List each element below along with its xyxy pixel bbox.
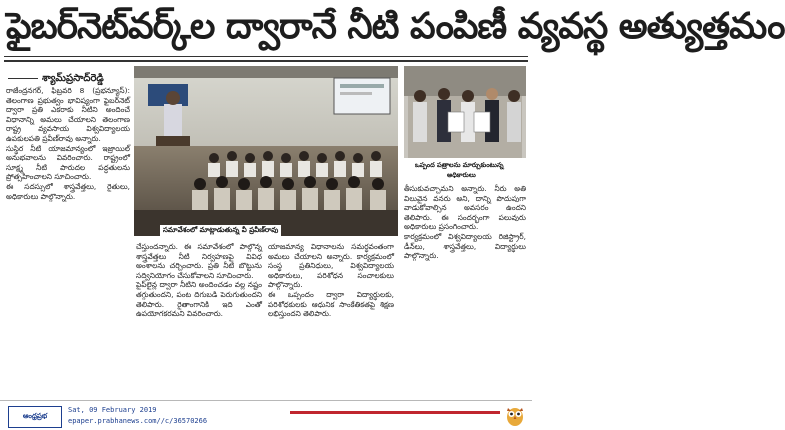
paragraph: ఈ ఒప్పందం ద్వారా విద్యార్థులకు, పరిశోధకులకు ఆధునిక సాంకేతికతపై శిక్షణ లభిస్తుందని తెలిపారు. xyxy=(268,289,394,319)
paragraph: ఈ సదస్సులో శాస్త్రవేత్తలు, రైతులు, అధికారులు పాల్గొన్నారు. xyxy=(6,181,130,201)
headline-rule-thick xyxy=(4,60,528,62)
paragraph: కార్యక్రమంలో విశ్వవిద్యాలయ రిజిస్ట్రార్, డీన్‌లు, శాస్త్రవేత్తలు, విద్యార్థులు పాల్గొన్నారు. xyxy=(404,231,526,261)
seminar-photo xyxy=(134,66,398,236)
byline: శ్యామ్‌ప్రసాద్‌రెడ్డి xyxy=(42,73,104,84)
paragraph: యాజమాన్య విధానాలను సమర్థవంతంగా అమలు చేయాలని అన్నారు. కార్యక్రమంలో సంస్థ ప్రతినిధులు, విశ్వవిద్యాలయ అధికారులు, పరిశోధన సంచాలకులు పాల్గొన్నారు. xyxy=(268,242,394,290)
owl-mascot-icon xyxy=(505,404,525,427)
paragraph: తీసుకువచ్చామని అన్నారు. నీరు అతి విలువైన వనరు అని, దాన్ని పొదుపుగా వాడుకోవాల్సిన అవసరం ఉందని తెలిపారు. ఈ సందర్భంగా పలువురు అధికారులు ప్రసంగించారు. xyxy=(404,184,526,232)
newspaper-logo: ఆంధ్రప్రభ xyxy=(8,406,62,428)
epaper-footer xyxy=(0,400,532,430)
right-photo-caption-2: అధికారులు xyxy=(444,170,479,182)
headline-rule xyxy=(4,56,528,57)
paragraph: చేస్తుందన్నారు. ఈ సమావేశంలో పాల్గొన్న శాస్త్రవేత్తలు నీటి నిర్వహణపై వివిధ అంశాలను చర్చించారు. ప్రతి నీటి బొట్టును సద్వినియోగం చేసుకోవాలని సూచించారు. xyxy=(136,242,262,280)
paragraph: రాజేంద్రనగర్, ఫిబ్రవరి 8 (ప్రభన్యూస్): తెలంగాణ ప్రభుత్వం భావిష్యంగా ఫైబర్‌నెట్‌ ద్వారా ప్రతి ఎకరాకు నీటిని అందించే విధానాన్ని అమలు చేయాలని తెలంగాణ రాష్ట్ర వ్యవసాయ విశ్వవిద్యాలయ ఉపకులపతి ప్రవీణ్‌రావు అన్నారు. xyxy=(6,86,130,143)
text-column-1 xyxy=(6,86,130,398)
text-column-2 xyxy=(136,242,262,398)
right-photo-caption-1: ఒప్పంద పత్రాలను మార్చుకుంటున్న xyxy=(412,160,507,172)
paragraph: పైప్‌లైన్ల ద్వారా నీటిని అందించడం వల్ల నష్టం తగ్గుతుందని, పంట దిగుబడి పెరుగుతుందని తెలిపారు. రైతాంగానికి ఇది ఎంతో ఉపయోగకరమని వివరించారు. xyxy=(136,280,262,319)
mou-photo xyxy=(404,66,526,158)
footer-accent-bar xyxy=(290,411,500,414)
edition-date: Sat, 09 February 2019 xyxy=(68,406,157,414)
paragraph: సుస్థిర నీటి యాజమాన్యంలో ఇజ్రాయిల్‌ అనుభవాలను వివరించారు. రాష్ట్రంలో సూక్ష్మ నీటి పారుదల పద్ధతులను ప్రోత్సహించాలని సూచించారు. xyxy=(6,143,130,182)
text-column-4 xyxy=(404,184,526,398)
center-photo-caption: సమావేశంలో మాట్లాడుతున్న వీ ప్రవీణ్‌రావు xyxy=(160,225,281,237)
byline-dash xyxy=(8,78,38,79)
headline: ఫైబర్‌నెట్‌వర్క్‌ల ద్వారానే నీటి పంపిణీ వ్యవస్థ అత్యుత్తమం xyxy=(6,6,785,47)
epaper-url: epaper.prabhanews.com//c/36570266 xyxy=(68,417,208,425)
text-column-3 xyxy=(268,242,394,398)
